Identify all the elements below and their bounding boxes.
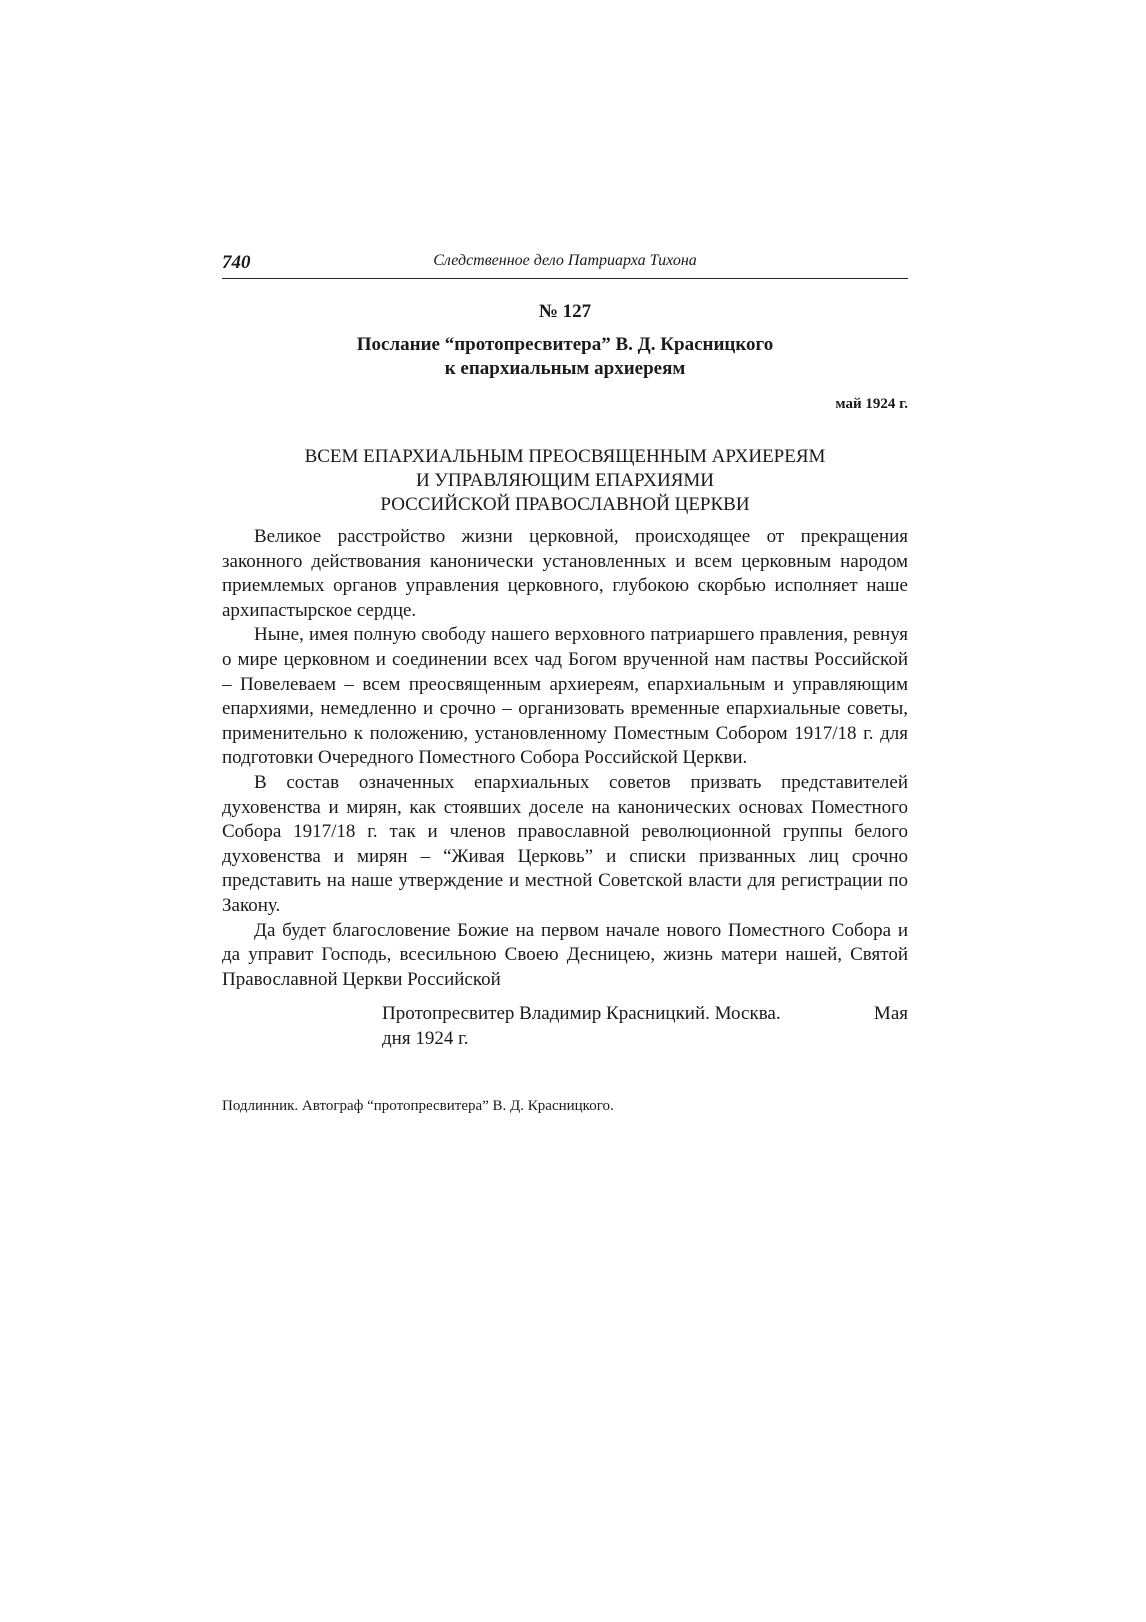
document-title-line: к епархиальным архиереям — [444, 358, 686, 379]
body-paragraph: Ныне, имея полную свободу нашего верховного патриаршего правления, ревнуя о мире церковном и соединении всех чад Богом врученной нам паствы Российской – Повелеваем – всем преосвященным архиереям, епархиальным и управляющим епархиями, немедленно и срочно – организовать временные епархиальные советы, применительно к положению, установленному Поместным Собором 1917/18 г. для подготовки Очередного Поместного Собора Российской Церкви. — [222, 624, 908, 769]
document-title — [222, 333, 908, 381]
signature-line — [382, 1002, 908, 1027]
address-line: ВСЕМ ЕПАРХИАЛЬНЫМ ПРЕОСВЯЩЕННЫМ АРХИЕРЕЯМ — [304, 446, 826, 467]
running-title: Следственное дело Патриарха Тихона — [433, 252, 697, 269]
running-header — [222, 248, 908, 278]
address-line: РОССИЙСКОЙ ПРАВОСЛАВНОЙ ЦЕРКВИ — [380, 494, 750, 515]
document-page — [222, 248, 908, 1115]
page-number: 740 — [222, 252, 251, 273]
signature-date: дня 1924 г. — [382, 1027, 469, 1049]
source-note: Подлинник. Автограф “протопресвитера” В. Д. Красницкого. — [222, 1098, 614, 1115]
header-rule — [222, 278, 908, 279]
signature-month: Мая — [873, 1003, 908, 1025]
document-title-line: Послание “протопресвитера” В. Д. Красницкого — [356, 334, 774, 355]
body-paragraph: В состав означенных епархиальных советов призвать представителей духовенства и мирян, как стоявших доселе на канонических основах Поместного Собора 1917/18 г. так и членов православной революционной группы белого духовенства и мирян – “Живая Церковь” и списки призванных лиц срочно представить на наше утверждение и местной Советской власти для регистрации по Закону. — [222, 771, 908, 916]
address-heading — [222, 445, 908, 517]
document-number: № 127 — [538, 301, 592, 322]
body-paragraph: Великое расстройство жизни церковной, происходящее от прекращения законного действования канонически установленных и всем церковным народом приемлемых органов управления церковного, глубокою скорбью исполняет наше архипастырское сердце. — [222, 526, 908, 621]
document-body — [222, 525, 908, 992]
address-line: И УПРАВЛЯЮЩИМ ЕПАРХИЯМИ — [415, 470, 715, 491]
signature-name: Протопресвитер Владимир Красницкий. Москва. — [382, 1003, 781, 1025]
body-paragraph: Да будет благословение Божие на первом начале нового Поместного Собора и да управит Господь, всесильною Своею Десницею, жизнь матери нашей, Святой Православной Церкви Российской — [222, 919, 908, 990]
signature-block — [382, 1002, 908, 1051]
document-date: май 1924 г. — [835, 396, 908, 412]
